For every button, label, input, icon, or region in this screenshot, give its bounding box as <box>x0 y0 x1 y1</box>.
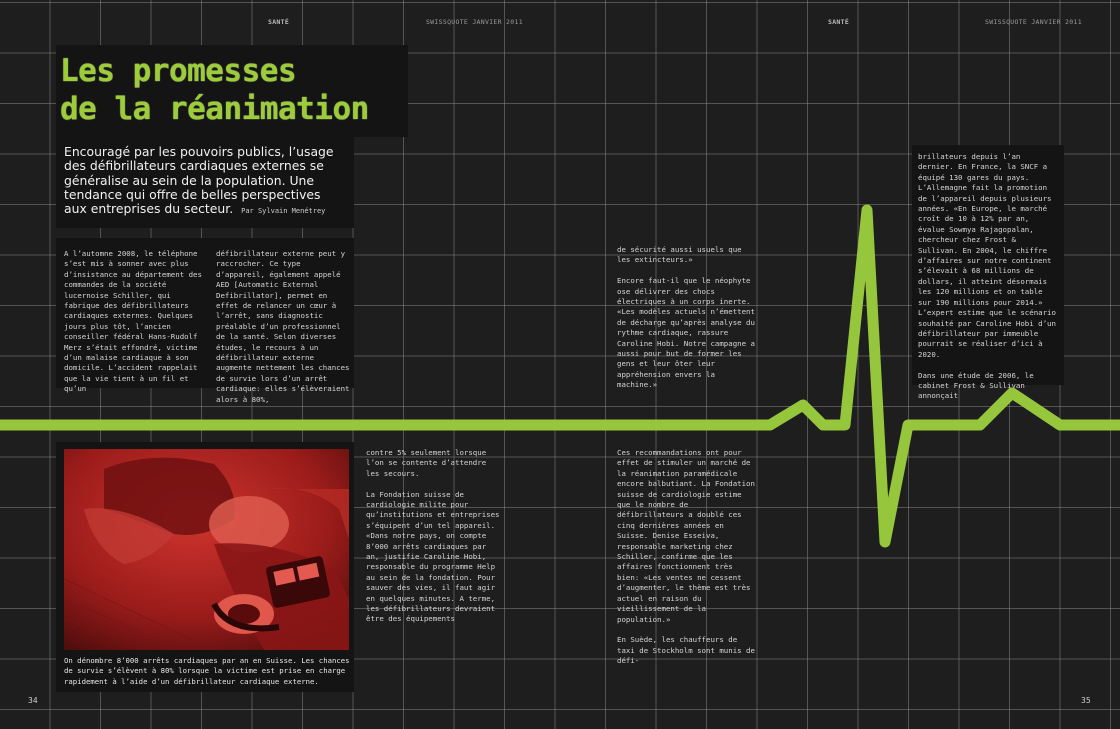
title-line-2: de la réanimation <box>60 91 369 127</box>
article-lede <box>64 145 344 218</box>
page-number-right: 35 <box>1081 696 1091 705</box>
text-column-5 <box>918 152 1058 402</box>
column-3-paragraph-1: contre 5% seulement lorsque l’on se contente d’attendre les secours. <box>366 448 487 478</box>
lede-text: Encouragé par les pouvoirs publics, l’usage des défibrillateurs cardiaques externes se généralise au sein de la population. Une tendance qui offre de belles perspectives aux entreprises du secteur. <box>64 144 334 217</box>
byline: Par Sylvain Menétrey <box>241 207 326 216</box>
text-column-1 <box>64 249 202 395</box>
column-4-paragraph-3: Ces recommandations ont pour effet de stimuler un marché de la réanimation paramédicale encore balbutiant. La Fondation suisse de cardiologie estime que le nombre de défibrillateurs a doublé ces cinq dernières années en Suisse. Denise Esseiva, responsable marketing chez Schiller, confirme que les affaires fonctionnent très bien: «Les ventes ne cessent d’augmenter, le thème est très actuel en raison du vieillissement de la population.» <box>617 448 755 624</box>
column-5-paragraph-1: brillateurs depuis l’an dernier. En France, la SNCF a équipé 130 gares du pays. L’Allemagne fait la promotion de l’appareil depuis plusieurs années. «En Europe, le marché croît de 10 à 12% par an, évalue Sowmya Rajagopalan, chercheur chez Frost & Sullivan. En 2004, le chiffre d’affaires sur notre continent s’élevait à 68 millions de dollars, il atteint désormais les 120 millions et on table sur 190 millions pour 2014.» L’expert estime que le scénario souhaité par Caroline Hobi d’un défibrillateur par immeuble pourrait se réaliser d’ici à 2020. <box>918 152 1056 359</box>
issue-header-left: SWISSQUOTE JANVIER 2011 <box>426 18 523 26</box>
section-header-right: SANTÉ <box>828 18 850 26</box>
photo-illustration <box>64 449 349 650</box>
column-1-paragraph: A l’automne 2008, le téléphone s’est mis à sonner avec plus d’insistance au département des commandes de la société lucernoise Schiller, qui fabrique des défibrillateurs cardiaques externes. Quelques jours plus tôt, l’ancien conseiller fédéral Hans-Rudolf Merz s’était effondré, victime d’un malaise cardiaque à son domicile. L’accident rappelait que la vie tient à un fil et qu’un <box>64 249 202 394</box>
text-column-4-bottom <box>617 448 757 667</box>
issue-header-right: SWISSQUOTE JANVIER 2011 <box>985 18 1082 26</box>
text-column-4-top <box>617 245 757 391</box>
page-number-left: 34 <box>28 696 38 705</box>
text-column-3 <box>366 448 500 625</box>
column-4-paragraph-4: En Suède, les chauffeurs de taxi de Stockholm sont munis de défi- <box>617 635 755 666</box>
text-column-2 <box>216 249 350 405</box>
column-3-paragraph-2: La Fondation suisse de cardiologie milite pour qu’institutions et entreprises s’équipent d’un tel appareil. «Dans notre pays, on compte 8’000 arrêts cardiaques par an, justifie Caroline Hobi, responsable du programme Help au sein de la fondation. Pour sauver des vies, il faut agir en quelques minutes. A terme, les défibrillateurs devraient être des équipements <box>366 489 500 624</box>
photo-caption: On dénombre 8’000 arrêts cardiaques par an en Suisse. Les chances de survie s’élèvent à 80% lorsque la victime est prise en charge rapidement à l’aide d’un défibrillateur cardiaque externe. <box>64 656 350 686</box>
column-5-paragraph-2: Dans une étude de 2006, le cabinet Frost & Sullivan annonçait <box>918 370 1034 401</box>
section-header-left: SANTÉ <box>268 18 290 26</box>
column-2-paragraph: défibrillateur externe peut y raccrocher. Ce type d’appareil, également appelé AED [Automatic External Defibrillator], permet en effet de relancer un cœur à l’arrêt, sans diagnostic préalable d’un professionnel de la santé. Selon diverses études, le recours à un défibrillateur externe augmente nettement les chances de survie lors d’un arrêt cardiaque: elles s’élèveraient alors à 80%, <box>216 249 350 404</box>
defibrillator-photo <box>64 449 349 650</box>
article-title <box>60 52 410 128</box>
title-line-1: Les promesses <box>60 53 297 89</box>
column-4-paragraph-2: Encore faut-il que le néophyte ose délivrer des chocs électriques à un corps inerte. «Les modèles actuels n’émettent de décharge qu’après analyse du rythme cardiaque, rassure Caroline Hobi. Notre campagne a aussi pour but de former les gens et leur ôter leur appréhension envers la machine.» <box>617 276 755 390</box>
column-4-paragraph-1: de sécurité aussi usuels que les extincteurs.» <box>617 245 742 265</box>
